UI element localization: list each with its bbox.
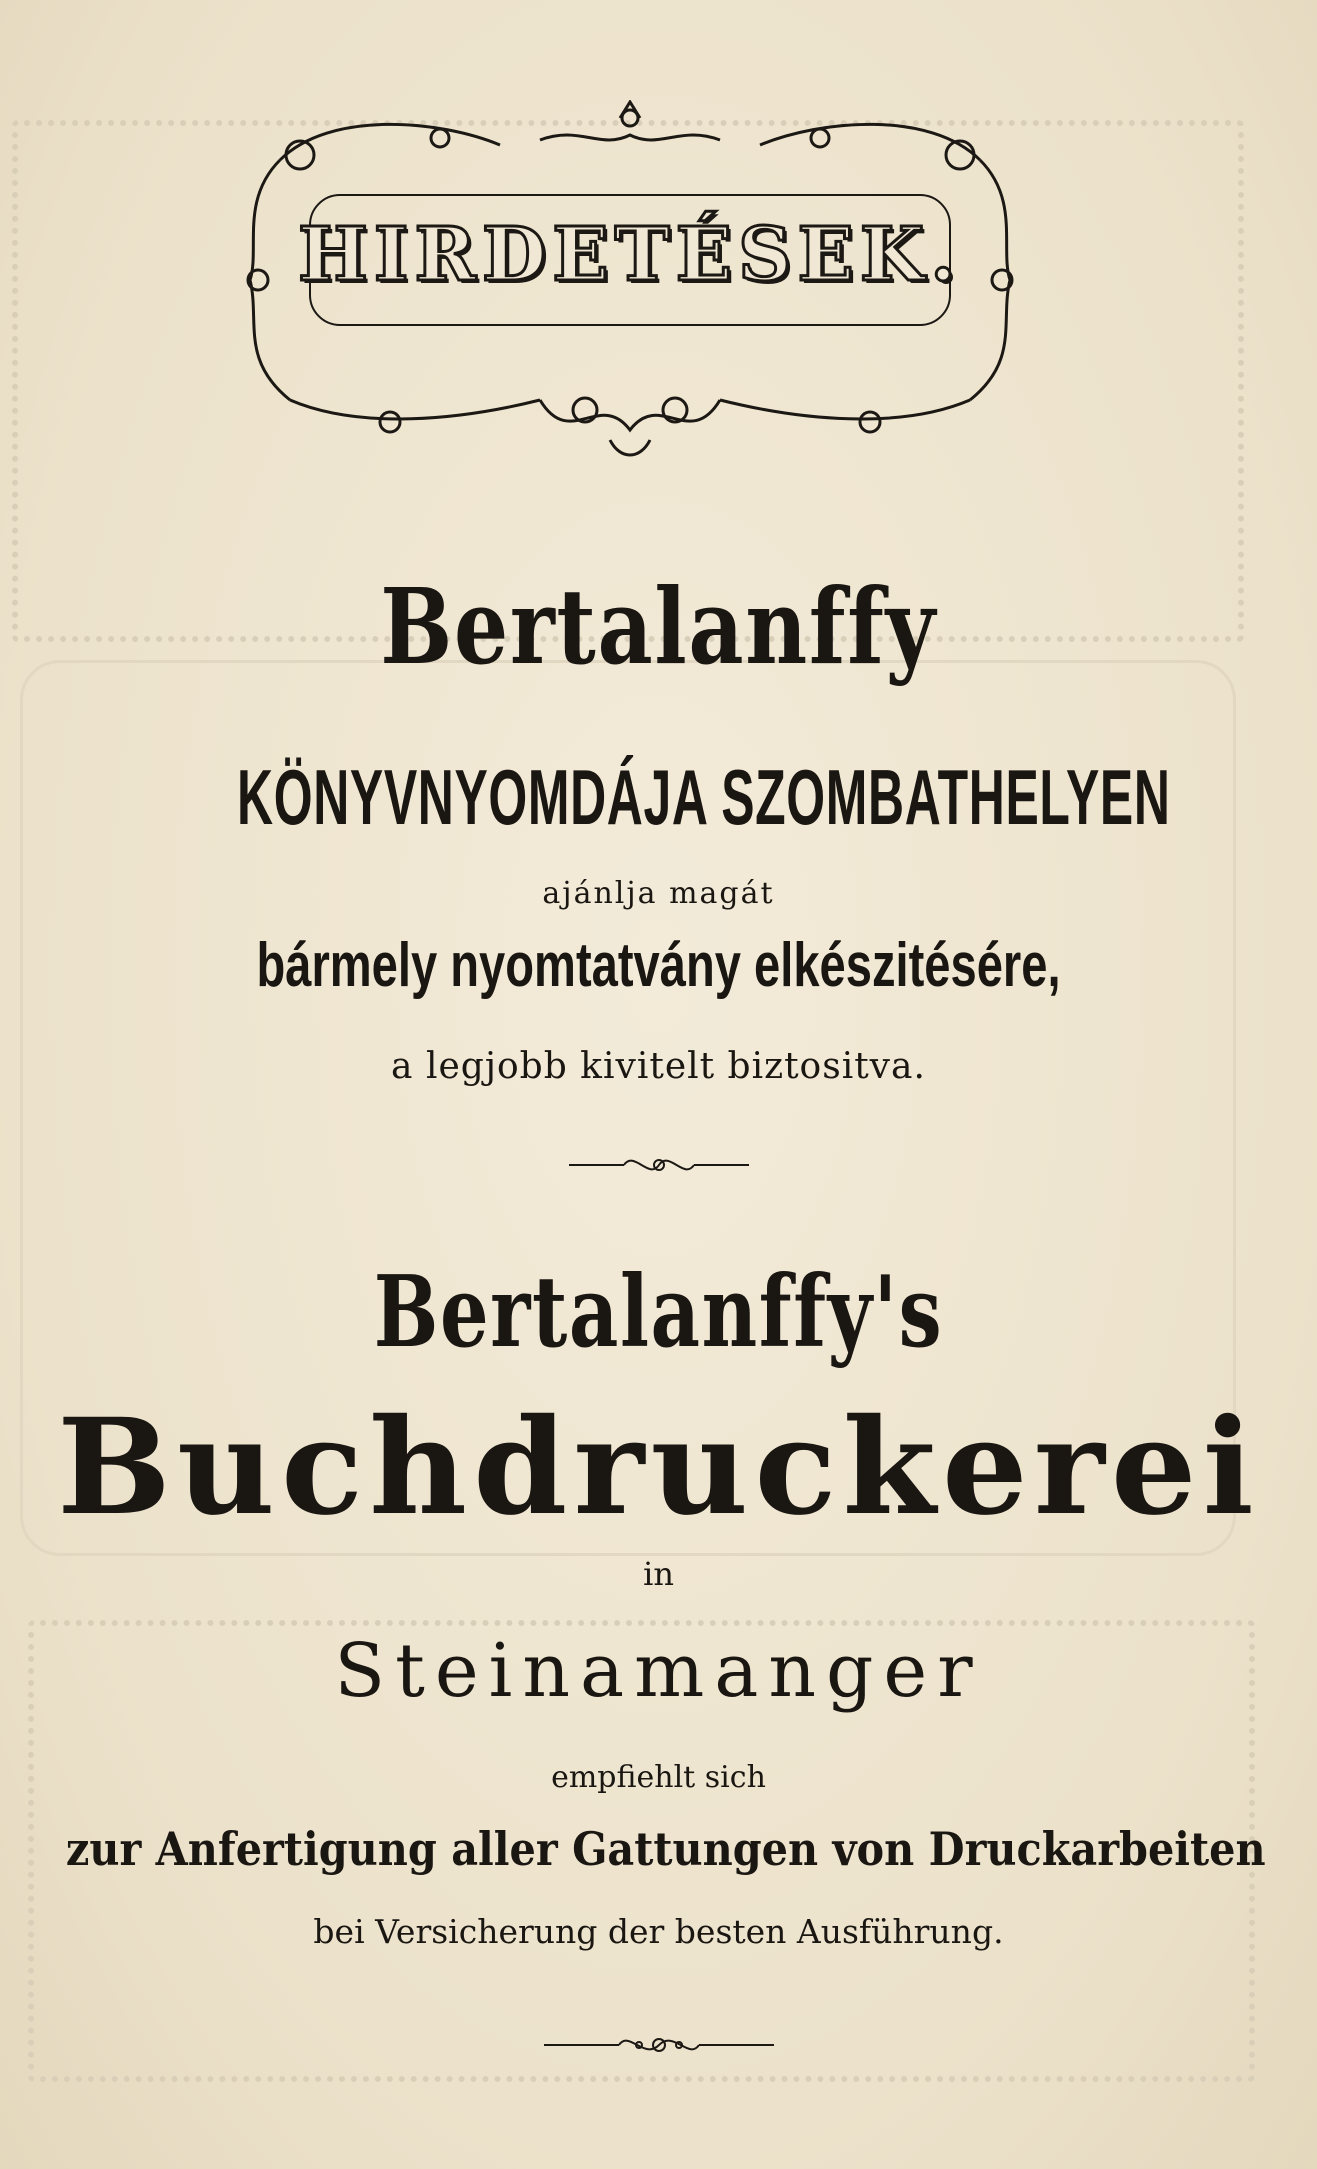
flourish-icon — [539, 2030, 779, 2060]
offer-hungarian: ajánlja magát — [542, 876, 775, 911]
town-german: Steinamanger — [334, 1628, 983, 1714]
quality-german: bei Versicherung der besten Ausführung. — [313, 1912, 1004, 1951]
firm-name-german: Bertalanffy's — [373, 1255, 944, 1370]
offer-german: empfiehlt sich — [551, 1760, 766, 1795]
preposition-german: in — [643, 1555, 674, 1593]
press-line: KÖNYVNYOMDÁJA SZOMBATHELYEN — [237, 753, 1171, 841]
hirdetesek-cartouche — [240, 100, 1020, 460]
quality-hungarian: a legjobb kivitelt biztositva. — [391, 1046, 926, 1087]
divider-ornament-2 — [0, 2030, 1317, 2060]
service-hungarian: bármely nyomtatvány elkészitésére, — [256, 931, 1061, 1000]
flourish-icon — [564, 1150, 754, 1180]
advertisements-heading: HIRDETÉSEK. — [298, 212, 962, 298]
firm-name-hungarian: Bertalanffy — [380, 565, 937, 688]
service-german: zur Anfertigung aller Gattungen von Druckarbeiten — [65, 1822, 1266, 1876]
divider-ornament-1 — [0, 1150, 1317, 1180]
business-german: Buchdruckerei — [57, 1390, 1260, 1545]
